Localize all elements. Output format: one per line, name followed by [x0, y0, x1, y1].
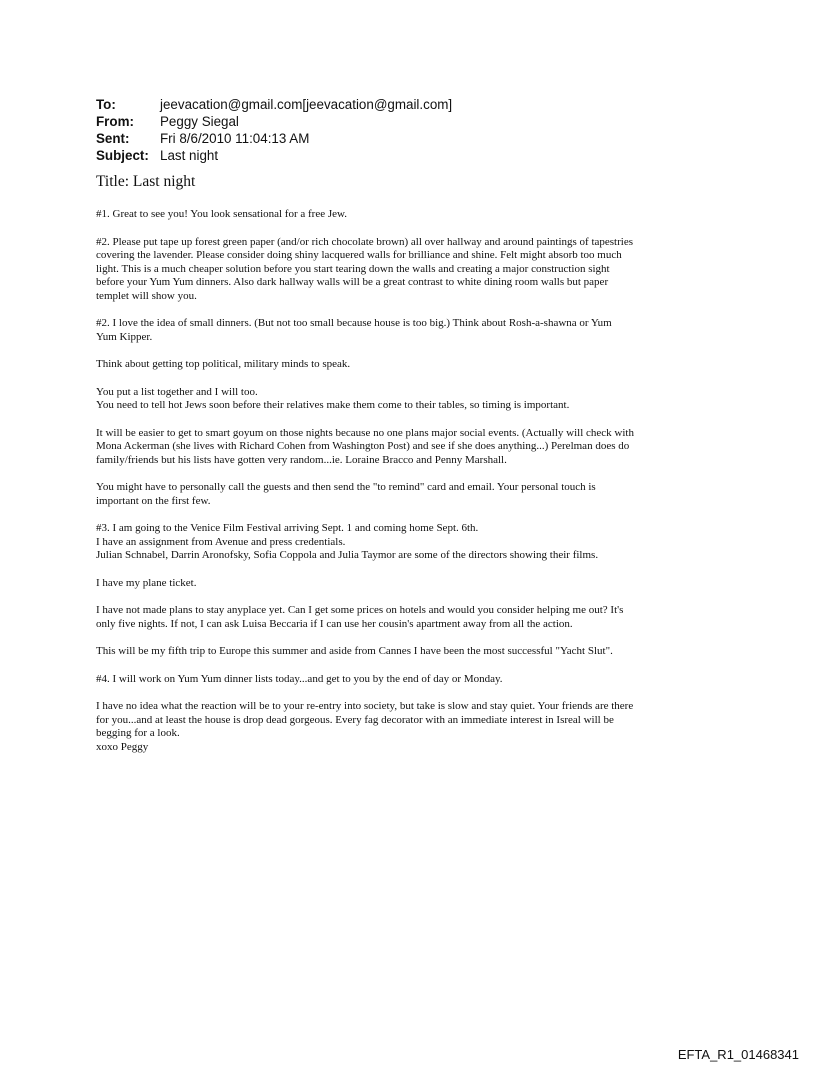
- paragraph-line: #1. Great to see you! You look sensational for a free Jew.: [96, 208, 348, 220]
- paragraph-line: family/friends but his lists have gotten very random...ie. Loraine Bracco and Penny Marshall.: [96, 453, 507, 466]
- paragraph: [96, 481, 736, 508]
- paragraph-line: covering the lavender. Please consider doing shiny lacquered walls for brilliance and shine. Felt might absorb too much: [96, 249, 622, 261]
- paragraph: [96, 645, 736, 659]
- paragraph-line: light. This is a much cheaper solution before you start tearing down the walls and creating a major construction sight: [96, 262, 610, 275]
- paragraph: [96, 522, 736, 563]
- email-header: [96, 96, 452, 164]
- paragraph: [96, 427, 736, 468]
- paragraph-line: You put a list together and I will too.: [96, 385, 258, 398]
- paragraph-line: This will be my fifth trip to Europe this summer and aside from Cannes I have been the most successful "Yacht Slut".: [96, 645, 613, 657]
- paragraph-line: templet will show you.: [96, 289, 197, 302]
- paragraph-line: xoxo Peggy: [96, 740, 149, 753]
- paragraph: [96, 317, 736, 344]
- paragraph-line: #3. I am going to the Venice Film Festival arriving Sept. 1 and coming home Sept. 6th.: [96, 522, 479, 534]
- paragraph-line: I have an assignment from Avenue and press credentials.: [96, 535, 346, 548]
- paragraph-line: #4. I will work on Yum Yum dinner lists today...and get to you by the end of day or Monday.: [96, 672, 503, 685]
- subject-label: Subject:: [96, 148, 149, 163]
- paragraph-line: for you...and at least the house is drop dead gorgeous. Every fag decorator with an immediate interest in Isreal will be: [96, 713, 614, 726]
- paragraph-line: only five nights. If not, I can ask Luisa Beccaria if I can use her cousin's apartment away from all the action.: [96, 617, 573, 630]
- subject-row: [96, 147, 452, 164]
- from-label: From:: [96, 114, 134, 129]
- paragraph-line: You might have to personally call the guests and then send the "to remind" card and email. Your personal touch is: [96, 481, 596, 493]
- document-id: EFTA_R1_01468341: [677, 1047, 799, 1062]
- paragraph-line: Yum Kipper.: [96, 330, 153, 343]
- to-label: To:: [96, 97, 116, 112]
- from-value: Peggy Siegal: [160, 114, 239, 129]
- subject-value: Last night: [160, 148, 219, 163]
- sent-value: Fri 8/6/2010 11:04:13 AM: [160, 131, 310, 146]
- message-body: [96, 208, 736, 768]
- to-row: [96, 96, 452, 113]
- paragraph: [96, 208, 736, 222]
- paragraph-line: I have no idea what the reaction will be to your re-entry into society, but take is slow and stay quiet. Your friends are there: [96, 700, 634, 712]
- paragraph-line: It will be easier to get to smart goyum on those nights because no one plans major social events. (Actually will check with: [96, 426, 634, 439]
- from-row: [96, 113, 452, 130]
- paragraph-line: before your Yum Yum dinners. Also dark hallway walls will be a great contrast to white dining room walls but paper: [96, 276, 609, 288]
- paragraph-line: I have my plane ticket.: [96, 576, 197, 589]
- paragraph-line: Think about getting top political, military minds to speak.: [96, 358, 351, 370]
- paragraph: [96, 673, 736, 687]
- paragraph: [96, 358, 736, 372]
- paragraph-line: #2. Please put tape up forest green paper (and/or rich chocolate brown) all over hallway and around paintings of tapestries: [96, 235, 633, 248]
- paragraph-line: Julian Schnabel, Darrin Aronofsky, Sofia Coppola and Julia Taymor are some of the directors showing their films.: [96, 549, 599, 561]
- to-value: jeevacation@gmail.com[jeevacation@gmail.com]: [160, 97, 453, 112]
- message-title: Title: Last night: [96, 173, 196, 190]
- paragraph: [96, 577, 736, 591]
- paragraph-line: important on the first few.: [96, 494, 211, 507]
- paragraph-line: You need to tell hot Jews soon before their relatives make them come to their tables, so timing is important.: [96, 399, 570, 411]
- paragraph-line: I have not made plans to stay anyplace yet. Can I get some prices on hotels and would you consider helping me out? It's: [96, 604, 624, 616]
- paragraph: [96, 604, 736, 631]
- paragraph-line: #2. I love the idea of small dinners. (But not too small because house is too big.) Think about Rosh-a-shawna or Yum: [96, 317, 612, 329]
- paragraph: [96, 236, 736, 304]
- paragraph-line: Mona Ackerman (she lives with Richard Cohen from Washington Post) and see if she does anything...) Perelman does do: [96, 440, 630, 452]
- paragraph: [96, 386, 736, 413]
- paragraph: [96, 700, 736, 754]
- paragraph-line: begging for a look.: [96, 727, 180, 739]
- sent-label: Sent:: [96, 131, 130, 146]
- sent-row: [96, 130, 452, 147]
